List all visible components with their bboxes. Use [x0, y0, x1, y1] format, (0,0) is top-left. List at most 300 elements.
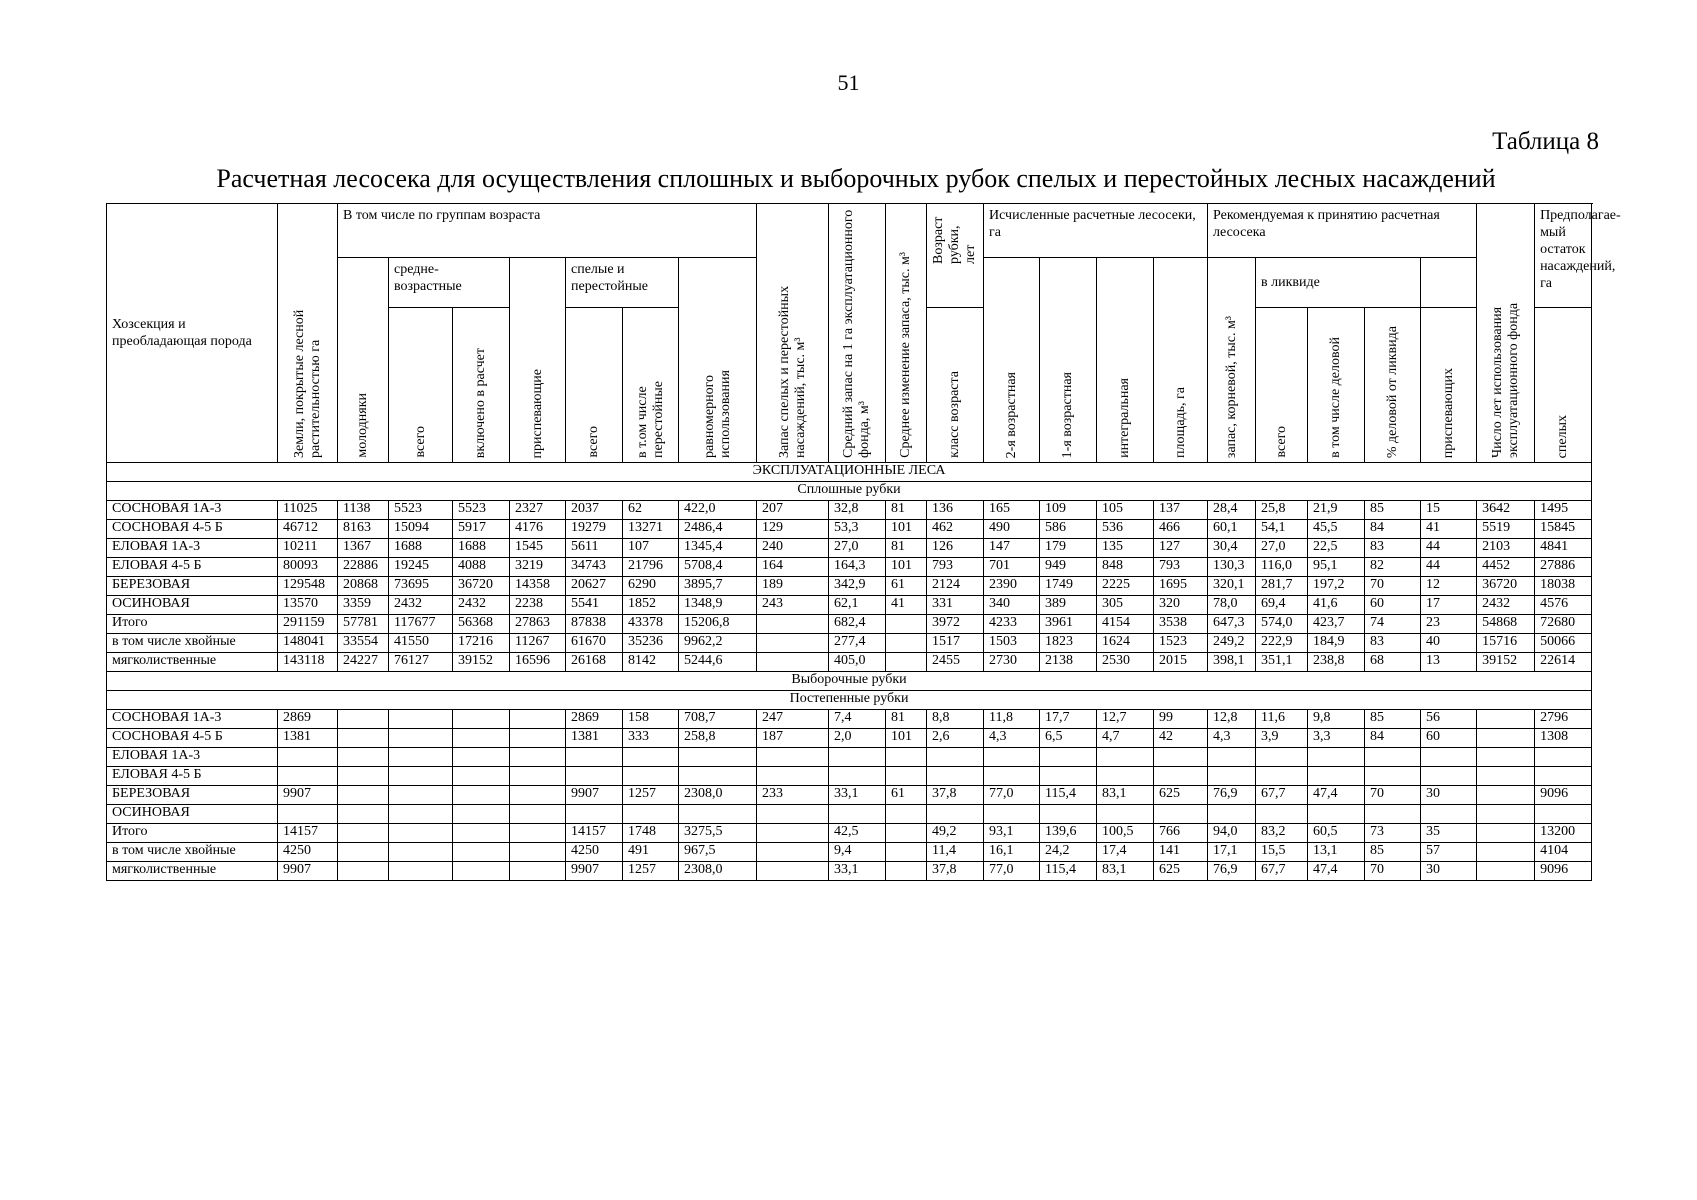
table-cell: 1345,4	[679, 539, 757, 558]
table-cell: 389	[1040, 596, 1097, 615]
table-cell: 36720	[453, 577, 510, 596]
table-cell	[338, 767, 389, 786]
table-cell	[1421, 805, 1477, 824]
table-cell: 126	[927, 539, 984, 558]
table-cell	[1256, 767, 1308, 786]
table-cell	[1097, 767, 1154, 786]
table-cell	[1308, 805, 1365, 824]
table-cell: 101	[886, 520, 927, 539]
table-cell: 5523	[453, 501, 510, 520]
table-cell: 3,3	[1308, 729, 1365, 748]
table-cell	[1477, 786, 1535, 805]
table-cell: 4176	[510, 520, 566, 539]
table-cell: 78,0	[1208, 596, 1256, 615]
table-row	[107, 653, 1592, 672]
table-cell: 5611	[566, 539, 623, 558]
table-cell: 2869	[566, 710, 623, 729]
table-cell: 708,7	[679, 710, 757, 729]
table-cell: 49,2	[927, 824, 984, 843]
table-cell: 967,5	[679, 843, 757, 862]
table-cell: 222,9	[1256, 634, 1308, 653]
table-cell: 9907	[278, 786, 338, 805]
table-cell: 3972	[927, 615, 984, 634]
table-cell	[927, 805, 984, 824]
table-cell: 4,7	[1097, 729, 1154, 748]
table-cell: 1695	[1154, 577, 1208, 596]
table-row	[107, 824, 1592, 843]
table-cell	[886, 767, 927, 786]
table-cell: 2103	[1477, 539, 1535, 558]
header-lk-vsego: всего	[1256, 308, 1308, 463]
header-lk-proc: % деловой от ликвида	[1365, 308, 1421, 463]
row-label: ОСИНОВАЯ	[107, 805, 278, 824]
table-cell	[1421, 767, 1477, 786]
section-postepennye: Постепенные рубки	[107, 691, 1592, 710]
header-klass-vozrasta: класс возраста	[927, 308, 984, 463]
table-cell: 3538	[1154, 615, 1208, 634]
table-cell: 340	[984, 596, 1040, 615]
table-cell: 4250	[278, 843, 338, 862]
table-cell: 84	[1365, 729, 1421, 748]
table-cell	[566, 805, 623, 824]
table-cell: 462	[927, 520, 984, 539]
table-cell: 1257	[623, 786, 679, 805]
table-cell: 491	[623, 843, 679, 862]
row-label: СОСНОВАЯ 4-5 Б	[107, 520, 278, 539]
header-spelye: спелые и перестойные	[566, 258, 679, 308]
table-cell: 5917	[453, 520, 510, 539]
table-cell: 2308,0	[679, 786, 757, 805]
table-cell	[1154, 748, 1208, 767]
table-cell: 73	[1365, 824, 1421, 843]
table-cell: 7,4	[829, 710, 886, 729]
row-label: БЕРЕЗОВАЯ	[107, 786, 278, 805]
table-cell: 423,7	[1308, 615, 1365, 634]
table-cell: 2327	[510, 501, 566, 520]
table-cell: 2432	[1477, 596, 1535, 615]
table-cell: 8,8	[927, 710, 984, 729]
table-cell	[757, 843, 829, 862]
table-cell: 35	[1421, 824, 1477, 843]
table-cell: 27863	[510, 615, 566, 634]
table-cell	[453, 824, 510, 843]
table-cell: 6,5	[1040, 729, 1097, 748]
table-cell: 83	[1365, 634, 1421, 653]
table-cell: 793	[927, 558, 984, 577]
table-cell	[510, 748, 566, 767]
table-cell	[757, 748, 829, 767]
table-cell	[1477, 805, 1535, 824]
table-cell	[338, 710, 389, 729]
table-cell	[1477, 710, 1535, 729]
table-row	[107, 558, 1592, 577]
table-cell: 57781	[338, 615, 389, 634]
table-cell: 2486,4	[679, 520, 757, 539]
table-cell	[1365, 767, 1421, 786]
table-cell: 15206,8	[679, 615, 757, 634]
table-cell	[278, 805, 338, 824]
table-cell: 137	[1154, 501, 1208, 520]
table-cell	[1308, 767, 1365, 786]
table-row	[107, 539, 1592, 558]
table-cell: 68	[1365, 653, 1421, 672]
table-cell: 61	[886, 577, 927, 596]
row-label: ЕЛОВАЯ 4-5 Б	[107, 767, 278, 786]
table-cell: 5244,6	[679, 653, 757, 672]
table-cell: 793	[1154, 558, 1208, 577]
table-cell	[1154, 805, 1208, 824]
table-cell: 19279	[566, 520, 623, 539]
table-cell	[927, 748, 984, 767]
row-label: ЕЛОВАЯ 1А-3	[107, 539, 278, 558]
table-cell	[1097, 805, 1154, 824]
table-cell: 490	[984, 520, 1040, 539]
table-cell: 1503	[984, 634, 1040, 653]
table-cell: 189	[757, 577, 829, 596]
table-row	[107, 862, 1592, 881]
table-cell: 69,4	[1256, 596, 1308, 615]
table-cell	[1040, 767, 1097, 786]
row-label: ОСИНОВАЯ	[107, 596, 278, 615]
forest-cutting-table	[106, 203, 1621, 881]
table-cell: 240	[757, 539, 829, 558]
table-cell: 682,4	[829, 615, 886, 634]
table-cell: 12,7	[1097, 710, 1154, 729]
table-cell: 207	[757, 501, 829, 520]
table-cell: 33,1	[829, 786, 886, 805]
section-sploshnye: Сплошные рубки	[107, 482, 1592, 501]
table-cell: 41	[1421, 520, 1477, 539]
table-cell: 2225	[1097, 577, 1154, 596]
table-cell	[1154, 767, 1208, 786]
table-cell	[338, 805, 389, 824]
header-prispevayushie: приспевающие	[510, 258, 566, 463]
header-sredniy-zapas: Средний запас на 1 га эксплуатационного фонда, м³	[829, 204, 886, 463]
table-cell: 67,7	[1256, 862, 1308, 881]
section-vyborochnye: Выборочные рубки	[107, 672, 1592, 691]
table-cell: 143118	[278, 653, 338, 672]
table-cell: 2390	[984, 577, 1040, 596]
table-cell: 305	[1097, 596, 1154, 615]
table-cell: 27886	[1535, 558, 1592, 577]
table-cell: 1823	[1040, 634, 1097, 653]
table-cell: 16,1	[984, 843, 1040, 862]
table-cell: 27,0	[829, 539, 886, 558]
table-cell: 1749	[1040, 577, 1097, 596]
table-cell: 2796	[1535, 710, 1592, 729]
header-v-likvide: в ликвиде	[1256, 258, 1421, 308]
table-cell: 15845	[1535, 520, 1592, 539]
table-row	[107, 710, 1592, 729]
table-cell: 398,1	[1208, 653, 1256, 672]
table-cell	[389, 843, 453, 862]
header-vtoraya: 2-я возрастная	[984, 258, 1040, 463]
table-cell: 35236	[623, 634, 679, 653]
header-zapas: Запас спелых и перестойных насаждений, тыс. м³	[757, 204, 829, 463]
row-label: ЕЛОВАЯ 4-5 Б	[107, 558, 278, 577]
table-cell: 1517	[927, 634, 984, 653]
table-cell: 46712	[278, 520, 338, 539]
header-integralnaya: интегральная	[1097, 258, 1154, 463]
table-cell: 3895,7	[679, 577, 757, 596]
table-cell: 333	[623, 729, 679, 748]
table-cell	[338, 862, 389, 881]
table-cell: 17,4	[1097, 843, 1154, 862]
header-zemli: Земли, покрытые лесной растительностью га	[278, 204, 338, 463]
table-cell: 39152	[453, 653, 510, 672]
table-cell: 1308	[1535, 729, 1592, 748]
table-cell	[453, 748, 510, 767]
table-cell: 61	[886, 786, 927, 805]
table-cell: 60	[1365, 596, 1421, 615]
table-cell	[886, 615, 927, 634]
table-cell: 258,8	[679, 729, 757, 748]
table-cell: 70	[1365, 577, 1421, 596]
table-cell: 184,9	[1308, 634, 1365, 653]
table-cell: 5523	[389, 501, 453, 520]
table-cell: 23	[1421, 615, 1477, 634]
table-cell	[389, 748, 453, 767]
table-cell: 20627	[566, 577, 623, 596]
table-cell	[1535, 767, 1592, 786]
table-cell: 1545	[510, 539, 566, 558]
row-label: СОСНОВАЯ 1А-3	[107, 501, 278, 520]
table-cell: 85	[1365, 501, 1421, 520]
header-ischislennye: Исчисленные расчетные лесосеки, га	[984, 204, 1208, 258]
table-cell: 1688	[389, 539, 453, 558]
table-cell: 60	[1421, 729, 1477, 748]
table-cell: 50066	[1535, 634, 1592, 653]
table-cell: 15094	[389, 520, 453, 539]
table-cell: 4841	[1535, 539, 1592, 558]
table-cell: 2,0	[829, 729, 886, 748]
table-cell: 4,3	[984, 729, 1040, 748]
table-cell: 83,1	[1097, 862, 1154, 881]
table-cell: 18038	[1535, 577, 1592, 596]
table-cell: 2530	[1097, 653, 1154, 672]
table-cell	[389, 710, 453, 729]
table-cell: 54868	[1477, 615, 1535, 634]
table-cell	[886, 653, 927, 672]
table-cell: 41,6	[1308, 596, 1365, 615]
table-cell: 21,9	[1308, 501, 1365, 520]
table-cell: 141	[1154, 843, 1208, 862]
table-cell: 44	[1421, 539, 1477, 558]
table-cell	[1256, 805, 1308, 824]
table-cell: 1381	[278, 729, 338, 748]
header-pervaya: 1-я возрастная	[1040, 258, 1097, 463]
table-cell: 2238	[510, 596, 566, 615]
table-cell	[510, 824, 566, 843]
table-cell: 320	[1154, 596, 1208, 615]
table-cell	[1477, 767, 1535, 786]
table-row	[107, 843, 1592, 862]
row-label: СОСНОВАЯ 1А-3	[107, 710, 278, 729]
table-cell	[886, 748, 927, 767]
table-cell: 422,0	[679, 501, 757, 520]
table-cell: 62	[623, 501, 679, 520]
table-cell: 3219	[510, 558, 566, 577]
table-cell: 61670	[566, 634, 623, 653]
table-cell: 83	[1365, 539, 1421, 558]
table-cell: 12,8	[1208, 710, 1256, 729]
table-cell	[453, 843, 510, 862]
table-cell: 848	[1097, 558, 1154, 577]
table-cell: 77,0	[984, 786, 1040, 805]
table-cell	[278, 748, 338, 767]
table-cell: 9962,2	[679, 634, 757, 653]
section-expl: ЭКСПЛУАТАЦИОННЫЕ ЛЕСА	[107, 463, 1592, 482]
table-cell: 4576	[1535, 596, 1592, 615]
table-cell: 2,6	[927, 729, 984, 748]
table-cell	[338, 824, 389, 843]
row-label: Итого	[107, 615, 278, 634]
table-cell: 4088	[453, 558, 510, 577]
table-cell	[679, 767, 757, 786]
table-cell: 164,3	[829, 558, 886, 577]
table-cell: 187	[757, 729, 829, 748]
table-cell	[1477, 824, 1535, 843]
table-cell	[829, 767, 886, 786]
table-cell	[886, 843, 927, 862]
header-ploshad: площадь, га	[1154, 258, 1208, 463]
table-row	[107, 634, 1592, 653]
table-row	[107, 577, 1592, 596]
table-cell: 4452	[1477, 558, 1535, 577]
table-cell: 13200	[1535, 824, 1592, 843]
table-cell	[510, 843, 566, 862]
table-cell	[829, 748, 886, 767]
table-cell: 37,8	[927, 862, 984, 881]
table-cell: 81	[886, 710, 927, 729]
table-cell: 1624	[1097, 634, 1154, 653]
table-label: Таблица 8	[1492, 128, 1599, 155]
table-cell: 56368	[453, 615, 510, 634]
table-cell	[389, 862, 453, 881]
table-cell	[679, 805, 757, 824]
table-cell: 15,5	[1256, 843, 1308, 862]
table-cell: 80093	[278, 558, 338, 577]
table-cell: 60,1	[1208, 520, 1256, 539]
table-cell	[886, 805, 927, 824]
table-cell: 2124	[927, 577, 984, 596]
table-cell: 81	[886, 501, 927, 520]
table-cell: 135	[1097, 539, 1154, 558]
table-cell: 60,5	[1308, 824, 1365, 843]
table-cell: 9096	[1535, 786, 1592, 805]
table-cell: 15716	[1477, 634, 1535, 653]
table-cell: 1381	[566, 729, 623, 748]
table-cell: 115,4	[1040, 862, 1097, 881]
table-cell: 17216	[453, 634, 510, 653]
table-cell	[389, 729, 453, 748]
table-cell: 233	[757, 786, 829, 805]
table-cell: 44	[1421, 558, 1477, 577]
table-cell: 37,8	[927, 786, 984, 805]
table-cell	[1208, 748, 1256, 767]
table-cell: 2432	[389, 596, 453, 615]
table-cell: 54,1	[1256, 520, 1308, 539]
table-cell	[1477, 729, 1535, 748]
table-cell: 127	[1154, 539, 1208, 558]
table-cell: 109	[1040, 501, 1097, 520]
table-cell: 16596	[510, 653, 566, 672]
header-srednevozrastnye: средне-возрастные	[389, 258, 510, 308]
table-cell: 117677	[389, 615, 453, 634]
table-cell: 40	[1421, 634, 1477, 653]
header-sp-vsego: всего	[566, 308, 623, 463]
table-cell: 47,4	[1308, 862, 1365, 881]
row-label: мягколиственные	[107, 653, 278, 672]
table-cell: 56	[1421, 710, 1477, 729]
table-cell	[984, 748, 1040, 767]
table-row	[107, 786, 1592, 805]
row-label: ЕЛОВАЯ 1А-3	[107, 748, 278, 767]
table-cell: 30	[1421, 862, 1477, 881]
table-cell: 82	[1365, 558, 1421, 577]
table-cell	[1208, 767, 1256, 786]
table-cell: 14157	[566, 824, 623, 843]
header-rekomend: Рекомендуемая к принятию расчетная лесосека	[1208, 204, 1477, 258]
table-cell: 243	[757, 596, 829, 615]
table-cell: 148041	[278, 634, 338, 653]
table-row	[107, 729, 1592, 748]
table-cell: 949	[1040, 558, 1097, 577]
table-cell	[623, 805, 679, 824]
table-cell: 3642	[1477, 501, 1535, 520]
table-cell	[1040, 748, 1097, 767]
table-cell: 24,2	[1040, 843, 1097, 862]
table-cell: 76,9	[1208, 786, 1256, 805]
table-cell: 9,4	[829, 843, 886, 862]
table-cell	[757, 767, 829, 786]
table-cell: 3961	[1040, 615, 1097, 634]
table-cell	[453, 767, 510, 786]
header-chislo-let: Число лет использования эксплуатационного фонда	[1477, 204, 1535, 463]
table-cell: 70	[1365, 862, 1421, 881]
table-cell	[623, 767, 679, 786]
table-cell: 57	[1421, 843, 1477, 862]
table-cell: 115,4	[1040, 786, 1097, 805]
table-cell: 4104	[1535, 843, 1592, 862]
table-cell: 8142	[623, 653, 679, 672]
table-cell: 1852	[623, 596, 679, 615]
table-title: Расчетная лесосека для осуществления сплошных и выборочных рубок спелых и перестойных лесных насаждений	[216, 164, 1496, 193]
table-cell: 331	[927, 596, 984, 615]
table-cell: 76127	[389, 653, 453, 672]
table-cell: 33,1	[829, 862, 886, 881]
table-cell	[1208, 805, 1256, 824]
table-cell: 39152	[1477, 653, 1535, 672]
table-cell: 2869	[278, 710, 338, 729]
table-cell: 62,1	[829, 596, 886, 615]
table-cell	[886, 824, 927, 843]
table-cell: 2730	[984, 653, 1040, 672]
table-cell	[623, 748, 679, 767]
table-cell	[278, 767, 338, 786]
table-cell: 129548	[278, 577, 338, 596]
header-vozrast: Возраст рубки, лет	[927, 204, 984, 308]
row-label: Итого	[107, 824, 278, 843]
header-ostatok: Предполагае-мый остаток насаждений, га	[1535, 204, 1592, 308]
table-cell	[389, 767, 453, 786]
table-cell	[1477, 862, 1535, 881]
header-sv-vklyucheno: включено в расчет	[453, 308, 510, 463]
table-cell: 70	[1365, 786, 1421, 805]
table-cell	[1365, 805, 1421, 824]
table-cell: 67,7	[1256, 786, 1308, 805]
table-cell: 95,1	[1308, 558, 1365, 577]
